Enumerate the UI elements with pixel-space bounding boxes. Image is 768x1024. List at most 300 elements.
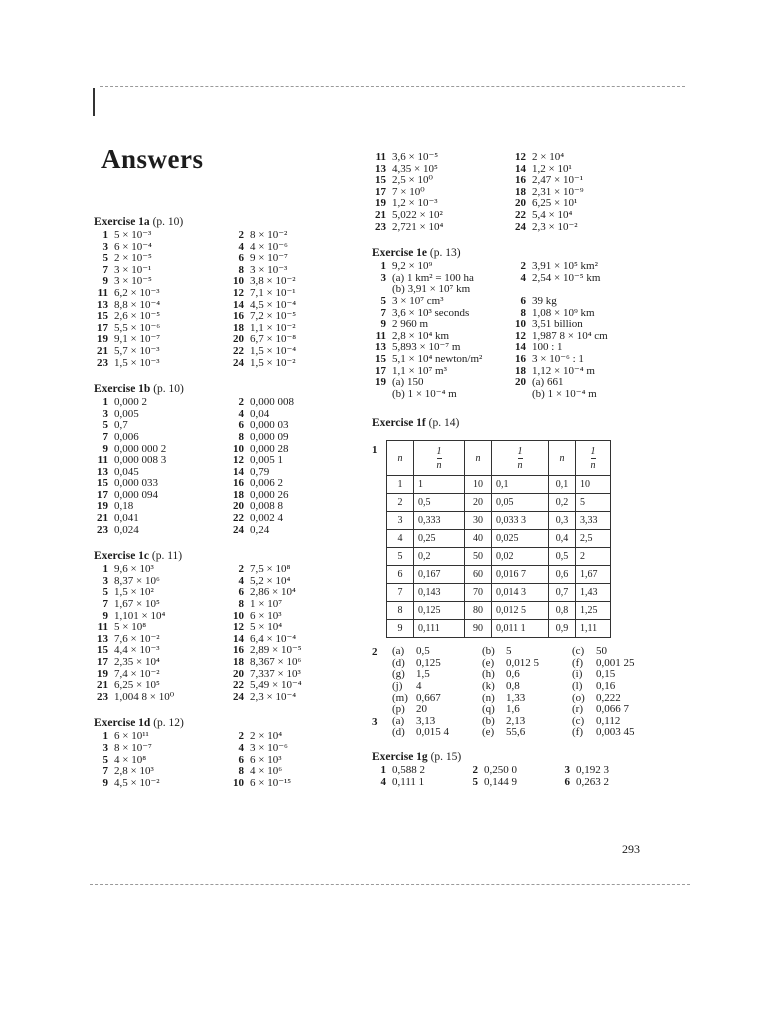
sub-value: 0,015 4 xyxy=(416,726,449,739)
sub-label: (j) xyxy=(392,680,403,693)
answer-number: 12 xyxy=(515,329,526,342)
answer-value: 0,024 xyxy=(114,523,139,536)
answer-number: 24 xyxy=(233,523,244,536)
sub-value: 0,125 xyxy=(416,656,441,669)
question-3 xyxy=(372,716,662,739)
answer-value: 4,5 × 10⁻⁴ xyxy=(250,298,297,311)
table-cell: 0,016 7 xyxy=(492,566,549,584)
answer-value: 9 × 10⁻⁷ xyxy=(250,252,288,265)
answer-value: 4,35 × 10⁵ xyxy=(392,162,438,175)
answer-number: 16 xyxy=(515,174,526,187)
answer-value: 0,006 xyxy=(114,430,139,443)
answer-number: 5 xyxy=(102,419,108,432)
sub-answer xyxy=(392,693,482,705)
answer-number: 3 xyxy=(564,764,570,777)
answer-value: 2,721 × 10⁴ xyxy=(392,220,444,233)
header-n: n xyxy=(465,441,492,476)
table-cell: 0,6 xyxy=(549,566,576,584)
answer-number: 24 xyxy=(233,356,244,369)
answer-item xyxy=(230,778,360,790)
table-cell: 0,1 xyxy=(492,476,549,494)
header-n: n xyxy=(387,441,414,476)
answer-item xyxy=(230,513,360,525)
sub-answer xyxy=(482,727,572,739)
table-cell: 0,014 3 xyxy=(492,584,549,602)
exercise-1b xyxy=(94,382,360,536)
sub-value: 1,33 xyxy=(506,691,526,704)
table-cell: 1,11 xyxy=(576,620,611,638)
answer-number: 6 xyxy=(238,252,244,265)
answer-number: 22 xyxy=(515,208,526,221)
answer-value: 1,1 × 10⁷ m³ xyxy=(392,364,447,377)
answer-item xyxy=(556,777,646,789)
answer-number: 19 xyxy=(97,667,108,680)
table-cell: 0,5 xyxy=(549,548,576,566)
bottom-rule xyxy=(90,884,690,885)
table-row xyxy=(387,548,611,566)
sub-label: (r) xyxy=(572,703,583,716)
sub-value: 0,001 25 xyxy=(596,656,635,669)
answer-value: 5,4 × 10⁴ xyxy=(532,208,573,221)
answer-value: 2,35 × 10⁴ xyxy=(114,656,160,668)
table-cell: 0,111 xyxy=(414,620,465,638)
exercise-1d-continued xyxy=(372,152,662,233)
answer-value: 6,4 × 10⁻⁴ xyxy=(250,632,297,645)
answer-item xyxy=(372,210,512,222)
sub-label: (d) xyxy=(392,656,405,669)
table-cell: 20 xyxy=(465,494,492,512)
table-cell: 3 xyxy=(387,512,414,530)
answer-number: 18 xyxy=(233,656,244,668)
exercise-title: Exercise 1e (p. 13) xyxy=(372,247,461,260)
answer-number: 9 xyxy=(102,442,108,455)
answer-number: 2 xyxy=(520,260,526,273)
answer-value: 5,893 × 10⁻⁷ m xyxy=(392,341,461,354)
answer-number: 12 xyxy=(233,621,244,634)
answer-value: 0,000 2 xyxy=(114,396,147,409)
answer-number: 7 xyxy=(102,765,108,778)
sub-value: 5 xyxy=(506,645,512,658)
answer-number: 3 xyxy=(102,741,108,754)
answer-number xyxy=(512,389,526,401)
answer-value: 3 × 10⁻⁶ : 1 xyxy=(532,352,584,365)
sub-answer xyxy=(572,681,662,693)
answer-value: 0,005 xyxy=(114,407,139,420)
answer-item xyxy=(230,692,360,704)
answer-number: 13 xyxy=(97,465,108,478)
answer-item xyxy=(512,389,632,401)
answer-value: 0,000 094 xyxy=(114,488,158,501)
answer-value: 8 × 10⁻² xyxy=(250,229,288,241)
answer-value: 8,37 × 10⁶ xyxy=(114,574,160,587)
answer-item xyxy=(512,354,632,366)
table-cell: 2 xyxy=(387,494,414,512)
exercise-1e xyxy=(372,246,662,400)
answer-value: 6,2 × 10⁻³ xyxy=(114,286,160,299)
answer-number: 7 xyxy=(102,598,108,611)
table-row xyxy=(387,512,611,530)
answer-number: 8 xyxy=(238,765,244,778)
answer-item xyxy=(94,311,230,323)
reciprocal-table xyxy=(386,440,611,638)
answer-value: 0,000 000 2 xyxy=(114,442,167,455)
table-cell: 1,67 xyxy=(576,566,611,584)
answer-number: 9 xyxy=(380,318,386,331)
table-cell: 0,011 1 xyxy=(492,620,549,638)
answer-grid xyxy=(94,731,360,789)
exercise-1g xyxy=(372,750,662,788)
table-row xyxy=(387,566,611,584)
sub-answer xyxy=(482,681,572,693)
sub-answer xyxy=(392,727,482,739)
exercise-title: Exercise 1f (p. 14) xyxy=(372,417,460,430)
answer-value: 5,022 × 10² xyxy=(392,208,443,221)
answer-number: 6 xyxy=(238,586,244,599)
sub-label: (e) xyxy=(482,656,495,669)
answer-number: 5 xyxy=(472,775,478,788)
answer-value: 2,89 × 10⁻⁵ xyxy=(250,644,302,657)
answer-item xyxy=(230,525,360,537)
answer-item xyxy=(372,389,512,401)
answer-number: 1 xyxy=(102,396,108,409)
answer-number: 22 xyxy=(233,679,244,692)
answer-item xyxy=(230,657,360,669)
answer-number: 3 xyxy=(102,574,108,587)
exercise-1d xyxy=(94,716,360,789)
answer-value: 2,8 × 10³ xyxy=(114,765,154,778)
answer-number: 5 xyxy=(102,753,108,766)
answer-value: (b) 1 × 10⁻⁴ m xyxy=(392,387,457,400)
answer-item xyxy=(372,261,512,273)
table-cell: 0,9 xyxy=(549,620,576,638)
table-cell: 0,02 xyxy=(492,548,549,566)
question-1 xyxy=(372,440,662,638)
answer-value: (b) 1 × 10⁻⁴ m xyxy=(532,387,597,400)
sub-label: (a) xyxy=(392,714,405,727)
table-cell: 7 xyxy=(387,584,414,602)
answer-item xyxy=(230,599,360,611)
answer-number: 17 xyxy=(375,364,386,377)
answer-number: 18 xyxy=(515,185,526,198)
left-column xyxy=(94,215,360,802)
sub-label: (o) xyxy=(572,691,585,704)
answer-item xyxy=(372,377,512,389)
answer-value: (a) 150 xyxy=(392,376,424,389)
answer-value: 3 × 10⁻⁵ xyxy=(114,275,152,288)
answer-value: 0,111 1 xyxy=(392,775,425,788)
sub-value: 20 xyxy=(416,703,427,716)
table-cell: 5 xyxy=(387,548,414,566)
answer-value: 0,006 2 xyxy=(250,477,283,490)
sub-label: (f) xyxy=(572,656,583,669)
answer-value: 0,000 033 xyxy=(114,477,158,490)
answer-value: 2,8 × 10⁴ km xyxy=(392,329,450,342)
sub-answer xyxy=(572,669,662,681)
answer-value: 1,987 8 × 10⁴ cm xyxy=(532,329,608,342)
answer-value: 2 × 10⁴ xyxy=(532,151,565,163)
answer-value: 0,7 xyxy=(114,419,128,432)
answer-item xyxy=(94,397,230,409)
table-cell: 60 xyxy=(465,566,492,584)
sub-label: (f) xyxy=(572,726,583,739)
answer-value: 5 × 10⁻³ xyxy=(114,229,152,241)
sub-label: (b) xyxy=(482,645,495,658)
answer-number: 10 xyxy=(233,442,244,455)
table-cell: 0,333 xyxy=(414,512,465,530)
answer-value: 7,5 × 10⁸ xyxy=(250,563,291,576)
answer-value: 0,000 26 xyxy=(250,488,289,501)
answer-number: 11 xyxy=(97,286,108,299)
exercise-1f xyxy=(372,416,662,739)
answer-number: 1 xyxy=(102,563,108,576)
answer-number: 4 xyxy=(238,741,244,754)
table-cell: 0,1 xyxy=(549,476,576,494)
answer-value: 5,49 × 10⁻⁴ xyxy=(250,679,302,692)
answer-value: 39 kg xyxy=(532,294,557,307)
answer-item xyxy=(230,766,360,778)
answer-value: 3 × 10⁷ cm³ xyxy=(392,294,444,307)
answer-item xyxy=(464,777,556,789)
answer-item xyxy=(230,288,360,300)
table-cell: 0,7 xyxy=(549,584,576,602)
sub-label: (a) xyxy=(392,645,405,658)
answer-item xyxy=(464,765,556,777)
table-row xyxy=(387,584,611,602)
table-row xyxy=(387,620,611,638)
answer-item xyxy=(372,222,512,234)
answer-value: (a) 1 km² = 100 ha xyxy=(392,271,474,284)
exercise-1c xyxy=(94,549,360,703)
answer-value: 6 × 10¹¹ xyxy=(114,730,149,743)
answer-value: 2,5 × 10⁰ xyxy=(392,174,433,187)
answer-item xyxy=(94,432,230,444)
answer-number: 11 xyxy=(375,329,386,342)
answer-value: 0,192 3 xyxy=(576,764,609,777)
answer-number: 20 xyxy=(233,667,244,680)
answer-item xyxy=(512,377,632,389)
table-row xyxy=(387,494,611,512)
sub-value: 0,15 xyxy=(596,668,616,681)
answer-item xyxy=(372,319,512,331)
sub-label: (c) xyxy=(572,714,585,727)
answer-number: 17 xyxy=(375,185,386,198)
table-cell: 0,8 xyxy=(549,602,576,620)
answer-value: 5,5 × 10⁻⁶ xyxy=(114,321,161,334)
answer-value: 6,25 × 10¹ xyxy=(532,197,578,210)
answer-value: 1,1 × 10⁻² xyxy=(250,321,296,334)
answer-number: 9 xyxy=(102,275,108,288)
sub-value: 0,6 xyxy=(506,668,520,681)
sub-label: (b) xyxy=(482,714,495,727)
answer-value: 0,24 xyxy=(250,523,270,536)
page-title: Answers xyxy=(101,144,204,174)
answer-value: 0,79 xyxy=(250,465,270,478)
answer-number: 8 xyxy=(238,598,244,611)
answer-item xyxy=(372,354,512,366)
table-cell: 0,5 xyxy=(414,494,465,512)
answer-number: 9 xyxy=(102,609,108,622)
sub-answer xyxy=(392,658,482,670)
answer-value: 7,4 × 10⁻² xyxy=(114,667,160,680)
answer-value: 2,86 × 10⁴ xyxy=(250,586,296,599)
sub-value: 3,13 xyxy=(416,714,436,727)
answer-number: 7 xyxy=(102,263,108,276)
answer-value: 2,47 × 10⁻¹ xyxy=(532,174,584,187)
answer-number: 24 xyxy=(515,220,526,233)
answer-number: 24 xyxy=(233,690,244,703)
answer-number: 11 xyxy=(375,151,386,163)
answer-number: 2 xyxy=(238,730,244,743)
answer-number: 15 xyxy=(375,352,386,365)
answer-value: 0,000 28 xyxy=(250,442,289,455)
sub-label: (p) xyxy=(392,703,405,716)
exercise-title: Exercise 1g (p. 15) xyxy=(372,751,462,764)
answer-number: 4 xyxy=(238,407,244,420)
table-cell: 10 xyxy=(465,476,492,494)
answer-number: 19 xyxy=(375,197,386,210)
sub-answer xyxy=(392,681,482,693)
answer-number: 8 xyxy=(238,430,244,443)
answer-number: 3 xyxy=(102,407,108,420)
answer-value: 6 × 10³ xyxy=(250,753,282,766)
answer-number: 1 xyxy=(102,730,108,743)
answer-number: 12 xyxy=(233,286,244,299)
answer-item xyxy=(512,319,632,331)
answer-value: 3,8 × 10⁻² xyxy=(250,275,296,288)
answer-number: 15 xyxy=(97,310,108,323)
table-cell: 90 xyxy=(465,620,492,638)
answer-item xyxy=(94,766,230,778)
answer-number: 6 xyxy=(564,775,570,788)
answer-number: 2 xyxy=(238,396,244,409)
answer-number: 17 xyxy=(97,488,108,501)
answer-number: 14 xyxy=(515,341,526,354)
answer-number: 22 xyxy=(233,512,244,525)
table-cell: 6 xyxy=(387,566,414,584)
answer-value: 0,588 2 xyxy=(392,764,425,777)
sub-answer xyxy=(482,669,572,681)
answer-number: 21 xyxy=(375,208,386,221)
table-cell: 5 xyxy=(576,494,611,512)
answer-number: 23 xyxy=(375,220,386,233)
table-cell: 1 xyxy=(387,476,414,494)
answer-number: 11 xyxy=(97,621,108,634)
answer-number: 4 xyxy=(238,240,244,253)
answer-value: 9,6 × 10³ xyxy=(114,563,154,576)
sub-answer xyxy=(572,658,662,670)
exercise-title: Exercise 1a (p. 10) xyxy=(94,216,184,228)
answer-number: 20 xyxy=(515,376,526,389)
answer-value: 4 × 10⁶ xyxy=(250,765,283,778)
exercise-title: Exercise 1c (p. 11) xyxy=(94,550,183,563)
table-cell: 30 xyxy=(465,512,492,530)
answer-value: 0,263 2 xyxy=(576,775,609,788)
sub-value: 1,6 xyxy=(506,703,520,716)
answer-item xyxy=(372,152,512,164)
answer-value: 5,7 × 10⁻³ xyxy=(114,344,160,357)
answer-value: 2,3 × 10⁻² xyxy=(532,220,578,233)
answer-value: 4,4 × 10⁻³ xyxy=(114,644,160,657)
sub-value: 0,222 xyxy=(596,691,621,704)
answer-number: 14 xyxy=(233,465,244,478)
answer-item xyxy=(94,525,230,537)
answer-number: 18 xyxy=(233,321,244,334)
answer-value: 0,000 03 xyxy=(250,419,289,432)
answer-number: 8 xyxy=(520,306,526,319)
answer-item xyxy=(94,778,230,790)
answer-value: 6,7 × 10⁻⁸ xyxy=(250,333,297,346)
table-cell: 0,4 xyxy=(549,530,576,548)
answer-item xyxy=(512,198,632,210)
answer-number: 17 xyxy=(97,321,108,334)
table-cell: 50 xyxy=(465,548,492,566)
answer-number: 14 xyxy=(233,298,244,311)
answer-value: 1,004 8 × 10⁰ xyxy=(114,690,175,703)
sub-label: (k) xyxy=(482,680,495,693)
sub-label: (g) xyxy=(392,668,405,681)
answer-item xyxy=(94,657,230,669)
answer-value: 3 × 10⁻³ xyxy=(250,263,288,276)
answer-value: 6 × 10³ xyxy=(250,609,282,622)
question-number: 1 xyxy=(372,444,378,457)
answer-item xyxy=(372,777,464,789)
answer-value: 1,5 × 10⁻³ xyxy=(114,356,160,369)
sub-answers xyxy=(392,646,662,716)
answer-item xyxy=(94,513,230,525)
sub-answer xyxy=(482,658,572,670)
answer-number: 8 xyxy=(238,263,244,276)
answer-value: 1,2 × 10⁻³ xyxy=(392,197,438,210)
header-reciprocal: $\frac{1}{n}$ xyxy=(576,441,611,476)
sub-value: 55,6 xyxy=(506,726,526,739)
answer-value: 7,2 × 10⁻⁵ xyxy=(250,310,297,323)
answer-value: 0,18 xyxy=(114,500,134,513)
answer-number: 23 xyxy=(97,523,108,536)
answer-number: 4 xyxy=(238,574,244,587)
table-cell: 2 xyxy=(576,548,611,566)
table-cell: 1 xyxy=(414,476,465,494)
table-cell: 8 xyxy=(387,602,414,620)
answer-value: 0,000 09 xyxy=(250,430,289,443)
table-cell: 40 xyxy=(465,530,492,548)
answer-value: 2 960 m xyxy=(392,318,429,331)
answer-value: 0,250 0 xyxy=(484,764,517,777)
answer-item xyxy=(230,397,360,409)
answer-number: 14 xyxy=(233,632,244,645)
sub-answer xyxy=(482,704,572,716)
answer-number: 3 xyxy=(102,240,108,253)
answer-item xyxy=(230,230,360,242)
answer-value: 5,1 × 10⁴ newton/m² xyxy=(392,352,483,365)
answer-value: 4 × 10⁸ xyxy=(114,753,147,766)
answer-number: 10 xyxy=(515,318,526,331)
answer-number: 21 xyxy=(97,512,108,525)
answer-item xyxy=(230,358,360,370)
answer-item xyxy=(94,346,230,358)
table-cell: 10 xyxy=(576,476,611,494)
answer-item xyxy=(230,346,360,358)
answer-number: 20 xyxy=(233,500,244,513)
answer-value: 1,12 × 10⁻⁴ m xyxy=(532,364,595,377)
answer-number: 12 xyxy=(233,454,244,467)
answer-value: 100 : 1 xyxy=(532,341,563,354)
answer-number: 6 xyxy=(238,419,244,432)
answer-value: 0,000 008 xyxy=(250,396,294,409)
table-cell: 0,025 xyxy=(492,530,549,548)
answer-number xyxy=(372,389,386,401)
answer-value: 9,2 × 10⁹ xyxy=(392,260,433,273)
page-number: 293 xyxy=(622,842,640,856)
